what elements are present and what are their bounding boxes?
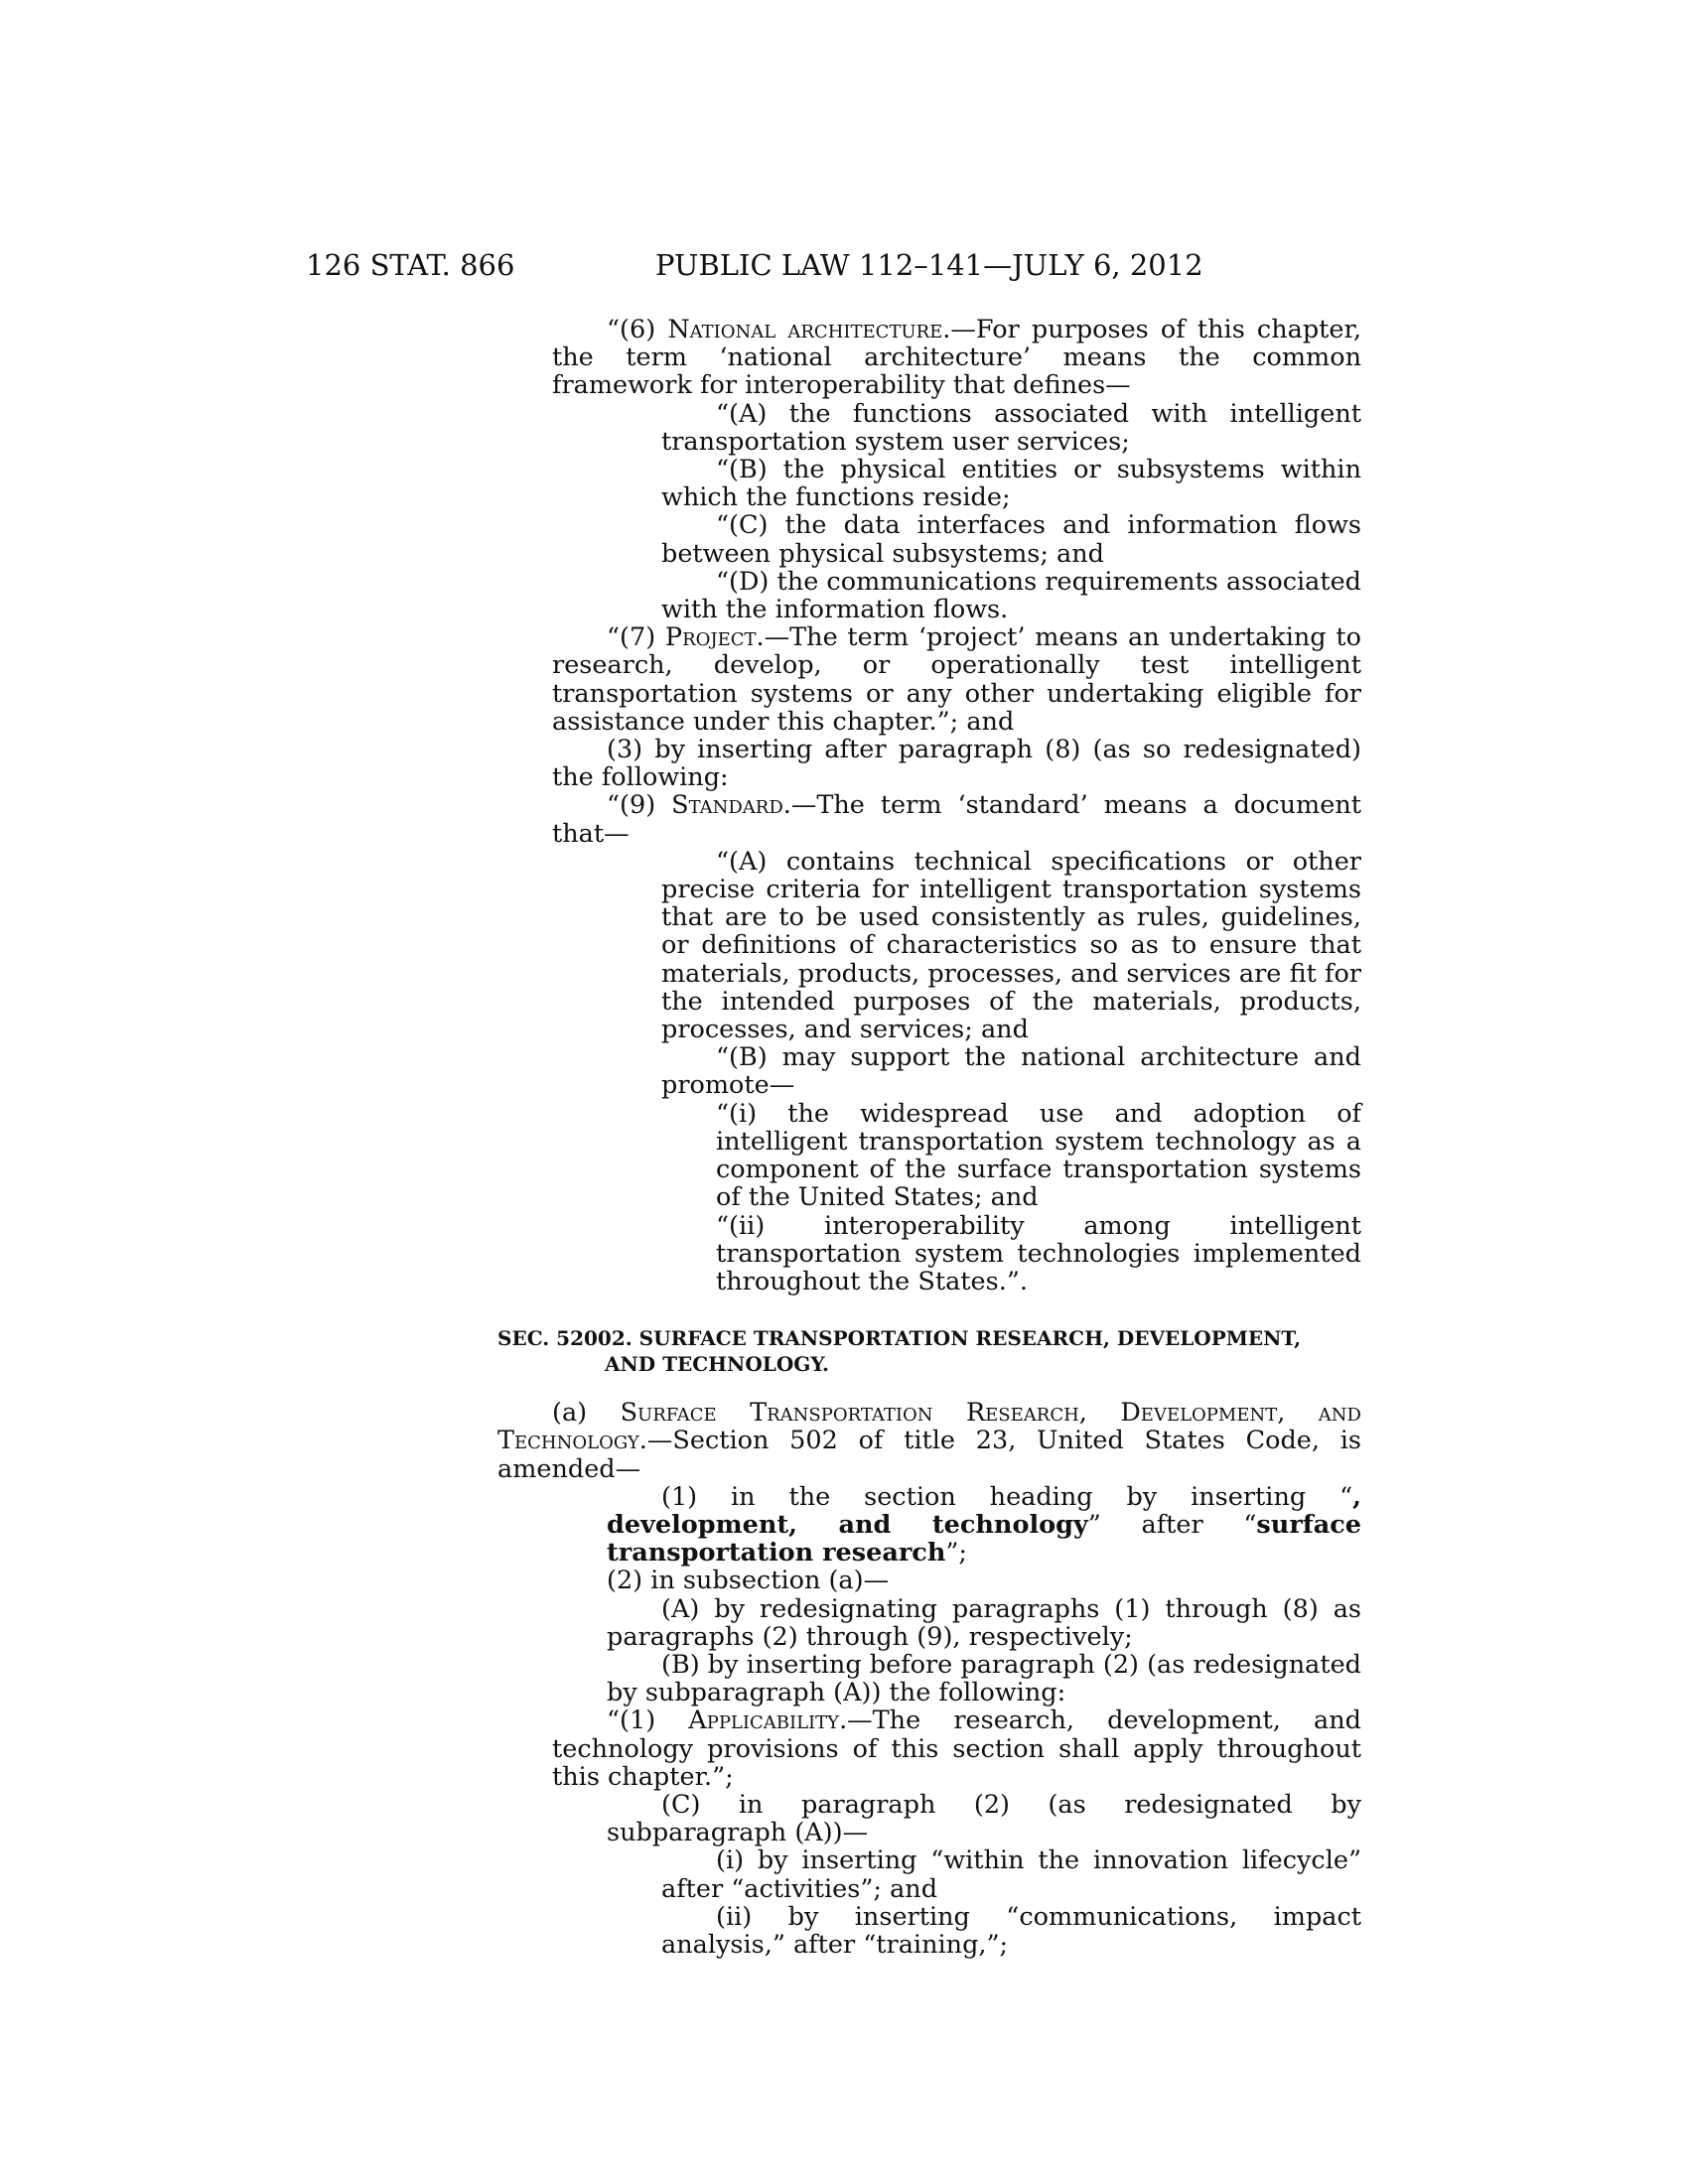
paragraph-9-heading: Standard [671,790,783,821]
section-heading-line2: AND TECHNOLOGY. [605,1352,829,1377]
paragraph-6C: “(C) the data interfaces and information flows between physical subsystems; and [661,510,1361,569]
paragraph-7: “(7) Project.—The term ‘project’ means an undertaking to research, develop, or operationally test intelligent transportation systems or any other undertaking eligible for assistance under this chapter.”; and [552,622,1361,737]
inserted-text-bold: , development, and technology [607,1481,1361,1540]
amendment-2A: (A) by redesignating paragraphs (1) through (8) as paragraphs (2) through (9), respectively; [607,1593,1361,1652]
paragraph-9: “(9) Standard.—The term ‘standard’ means a document that— [552,790,1361,849]
paragraph-7-heading: Project [664,622,757,653]
stat-reference: 126 STAT. 866 [306,248,515,282]
amendment-1: (1) in the section heading by inserting “, development, and technology” after “surface transportation research”; [607,1481,1361,1569]
paragraph-9B: “(B) may support the national architecture and promote— [661,1042,1361,1101]
paragraph-6A: “(A) the functions associated with intelligent transportation system user services; [661,398,1361,457]
paragraph-9Bi-wrap [552,1100,1361,1212]
law-title: PUBLIC LAW 112–141—JULY 6, 2012 [655,248,1203,282]
paragraph-6B: “(B) the physical entities or subsystems within which the functions reside; [661,455,1361,513]
amendment-2B: (B) by inserting before paragraph (2) (as redesignated by subparagraph (A)) the following: [607,1649,1361,1708]
section-heading [497,1325,1361,1377]
paragraph-9Bi: “(i) the widespread use and adoption of intelligent transportation system technology as a component of the surface transportation systems of the United States; and [716,1098,1361,1213]
applicability-paragraph: “(1) Applicability.—The research, development, and technology provisions of this section shall apply throughout this chapter.”; [552,1706,1361,1792]
paragraph-6: “(6) National architecture.—For purposes of this chapter, the term ‘national architecture’ means the common framework for interoperability that defines— [552,315,1361,401]
amendment-2C: (C) in paragraph (2) (as redesignated by subparagraph (A))— [607,1789,1361,1848]
subsection-a-heading: Surface Transportation Research, Development, and Technology [497,1398,1361,1456]
document-body [497,315,1361,1960]
amendment-2: (2) in subsection (a)— [607,1566,890,1596]
page-header [0,248,1688,288]
paragraph-9A: “(A) contains technical specifications or other precise criteria for intelligent transportation systems that are to be used consistently as rules, guidelines, or definitions of characteristics so as to ensure that materials, products, processes, and services are fit for the intended purposes of the materials, products, processes, and services; and [661,846,1361,1045]
section-heading-line1: SEC. 52002. SURFACE TRANSPORTATION RESEARCH, DEVELOPMENT, [497,1326,1302,1351]
paragraph-6D: “(D) the communications requirements associated with the information flows. [661,566,1361,625]
heading-text-bold: surface transportation research [607,1509,1361,1569]
amendment-2Ci: (i) by inserting “within the innovation lifecycle” after “activities”; and [661,1845,1361,1904]
subsection-a: (a) Surface Transportation Research, Development, and Technology.—Section 502 of title 23, United States Code, is amended— [497,1398,1361,1484]
paragraph-6-heading: National architecture [667,315,943,344]
paragraph-3: (3) by inserting after paragraph (8) (as so redesignated) the following: [552,735,1361,793]
applicability-heading: Applicability [688,1706,840,1736]
paragraph-9Bii: “(ii) interoperability among intelligent transportation system technologies implemented throughout the States.”. [716,1210,1361,1297]
amendment-2Cii: (ii) by inserting “communications, impact analysis,” after “training,”; [661,1901,1361,1960]
paragraph-9Bii-wrap [552,1212,1361,1297]
